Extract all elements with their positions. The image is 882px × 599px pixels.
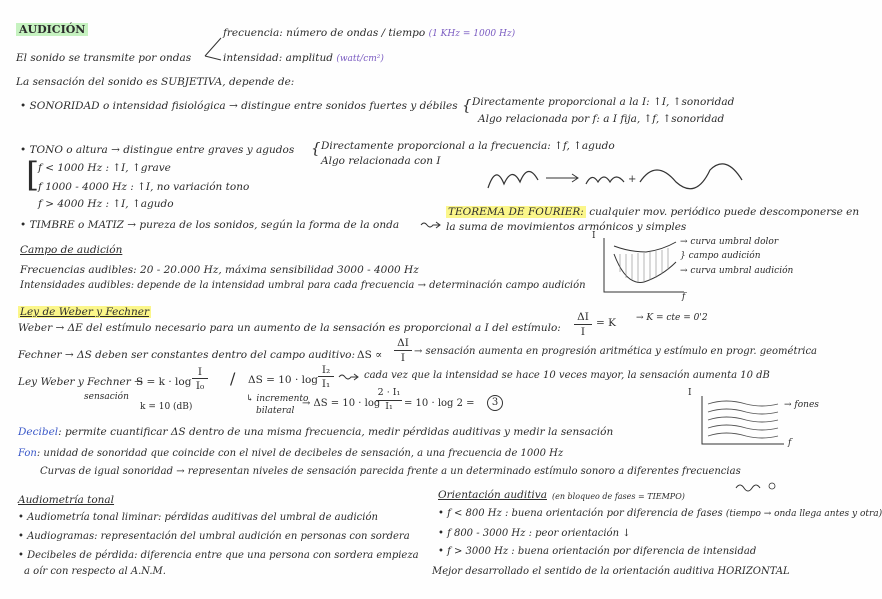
fraction-bar	[574, 324, 592, 325]
fones-axis-f: f	[788, 438, 792, 448]
fon-line: Fon: unidad de sonoridad que coincide con el nivel de decibeles de sensación, a una frecuencia de 1000 Hz	[18, 448, 564, 459]
eq1-num: ΔI	[577, 311, 589, 323]
eq1-rhs: = K	[596, 317, 616, 329]
eq4-num: I₂	[321, 364, 331, 376]
audiometria-l2: • Audiogramas: representación del umbral audición en personas con sordera	[18, 531, 410, 542]
ley-weber-fechner: Ley Weber y Fechner →	[18, 376, 143, 388]
campo-audicion-graph	[600, 236, 690, 306]
fraction-bar	[318, 376, 334, 377]
eq3-num: I	[197, 366, 203, 378]
campo-label-dolor: → curva umbral dolor	[680, 237, 779, 247]
fourier-line2: la suma de movimientos armónicos y simples	[446, 221, 687, 233]
campo-line2: Intensidades audibles: depende de la intensidad umbral para cada frecuencia → determinación campo audición	[20, 280, 586, 291]
page-title: AUDICIÓN	[16, 24, 88, 37]
incremento-label: ↳ incremento	[246, 394, 309, 404]
campo-title: Campo de audición	[20, 244, 123, 256]
sensacion-label: sensación	[84, 392, 129, 402]
eq1-den: I	[580, 326, 586, 338]
sonoridad-rel2: Algo relacionada por f: a I fija, ↑f, ↑sonoridad	[478, 113, 725, 125]
timbre-main: • TIMBRE o MATIZ → pureza de los sonidos, según la forma de la onda	[20, 219, 400, 231]
eq5-rhs: = 10 · log 2 =	[404, 398, 475, 409]
intro-line: El sonido se transmite por ondas	[16, 52, 192, 64]
eq4: ΔS = 10 · log	[248, 374, 319, 386]
bilateral-label: bilateral	[256, 406, 295, 416]
weber-consequence: cada vez que la intensidad se hace 10 veces mayor, la sensación aumenta 10 dB	[364, 370, 770, 381]
sensacion-line: La sensación del sonido es SUBJETIVA, depende de:	[16, 76, 295, 88]
campo-axis-f: f	[682, 292, 686, 302]
eq2-den: I	[400, 352, 406, 364]
fones-axis-i: I	[688, 388, 692, 398]
audiometria-l3: • Decibeles de pérdida: diferencia entre que una persona con sordera empieza	[18, 550, 419, 561]
eq5-den: I₁	[385, 401, 393, 412]
orientacion-l2: • f 800 - 3000 Hz : peor orientación ↓	[438, 528, 631, 539]
orientacion-l4: Mejor desarrollado el sentido de la orientación auditiva HORIZONTAL	[432, 566, 790, 577]
decibel-line: Decibel: permite cuantificar ΔS dentro de una misma frecuencia, medir pérdidas auditivas y medir la sensación	[18, 426, 614, 438]
fourier-waves-sketch	[486, 160, 786, 200]
slash: /	[230, 369, 236, 388]
tono-rule2: f 1000 - 4000 Hz : ↑I, no variación tono	[38, 181, 250, 193]
audiometria-title: Audiometría tonal	[18, 494, 115, 506]
eq5: → ΔS = 10 · log	[302, 398, 381, 409]
frecuencia-def: frecuencia: número de ondas / tiempo (1 KHz = 1000 Hz)	[223, 27, 516, 39]
squiggle-arrow	[420, 220, 442, 230]
campo-label-umbral: → curva umbral audición	[680, 266, 794, 276]
eq3: S = k · log	[136, 376, 192, 388]
campo-label-campo: } campo audición	[680, 251, 761, 261]
fourier-line: TEOREMA DE FOURIER: cualquier mov. periódico puede descomponerse en	[448, 206, 860, 218]
weber-title: Ley de Weber y Fechner	[20, 306, 150, 318]
tono-rule1: f < 1000 Hz : ↑I, ↑grave	[38, 162, 171, 174]
orientacion-l1: • f < 800 Hz : buena orientación por diferencia de fases (tiempo → onda llega antes y otra)	[438, 508, 882, 519]
eq5-num: 2 · I₁	[377, 387, 401, 398]
fechner-result: → sensación aumenta en progresión aritmética y estímulo en progr. geométrica	[414, 346, 818, 357]
sound-wave-sketch	[734, 476, 784, 496]
fones-label: → fones	[784, 400, 819, 410]
eq5-result: 3	[487, 395, 503, 411]
tono-rel2: Algo relacionada con I	[321, 155, 441, 167]
squiggle-arrow	[338, 372, 360, 382]
campo-axis-i: I	[592, 231, 596, 241]
eq3-den: I₀	[195, 380, 205, 392]
fechner-line: Fechner → ΔS deben ser constantes dentro del campo auditivo:	[18, 349, 356, 361]
orientacion-note: (en bloqueo de fases = TIEMPO)	[552, 492, 685, 501]
campo-line1: Frecuencias audibles: 20 - 20.000 Hz, máxima sensibilidad 3000 - 4000 Hz	[20, 264, 419, 276]
brace: {	[462, 96, 472, 114]
eq2-num: ΔI	[397, 337, 409, 349]
tono-rel1: Directamente proporcional a la frecuencia: ↑f, ↑agudo	[321, 140, 615, 152]
fones-graph	[696, 394, 796, 454]
tono-rule3: f > 4000 Hz : ↑I, ↑agudo	[38, 198, 174, 210]
tono-main: • TONO o altura → distingue entre graves y agudos	[20, 144, 295, 156]
branch-arrows	[203, 34, 225, 64]
brace: {	[311, 139, 321, 157]
eq1-k: → K = cte = 0'2	[636, 313, 708, 323]
intensidad-def: intensidad: amplitud (watt/cm²)	[223, 52, 384, 64]
bracket: [	[26, 155, 40, 195]
sonoridad-rel1: Directamente proporcional a la I: ↑I, ↑sonoridad	[472, 96, 735, 108]
curvas-igual-sonoridad: Curvas de igual sonoridad → representan niveles de sensación parecida frente a un determinado estímulo sonoro a diferentes frecuencias	[40, 466, 741, 477]
eq2: ΔS ∝	[357, 349, 383, 361]
audiometria-l3b: a oír con respecto al A.N.M.	[24, 566, 166, 577]
fraction-bar	[394, 350, 412, 351]
eq4-den: I₁	[321, 378, 331, 390]
sonoridad-main: • SONORIDAD o intensidad fisiológica → distingue entre sonidos fuertes y débiles	[20, 100, 458, 112]
audiometria-l1: • Audiometría tonal liminar: pérdidas auditivas del umbral de audición	[18, 512, 378, 523]
orientacion-title: Orientación auditiva	[438, 489, 547, 501]
fraction-bar	[192, 378, 208, 379]
weber-line: Weber → ΔE del estímulo necesario para un aumento de la sensación es proporcional a I del estímulo:	[18, 322, 561, 334]
orientacion-l3: • f > 3000 Hz : buena orientación por diferencia de intensidad	[438, 546, 757, 557]
svg-text:+: +	[628, 174, 637, 185]
k-label: k = 10 (dB)	[140, 402, 193, 412]
